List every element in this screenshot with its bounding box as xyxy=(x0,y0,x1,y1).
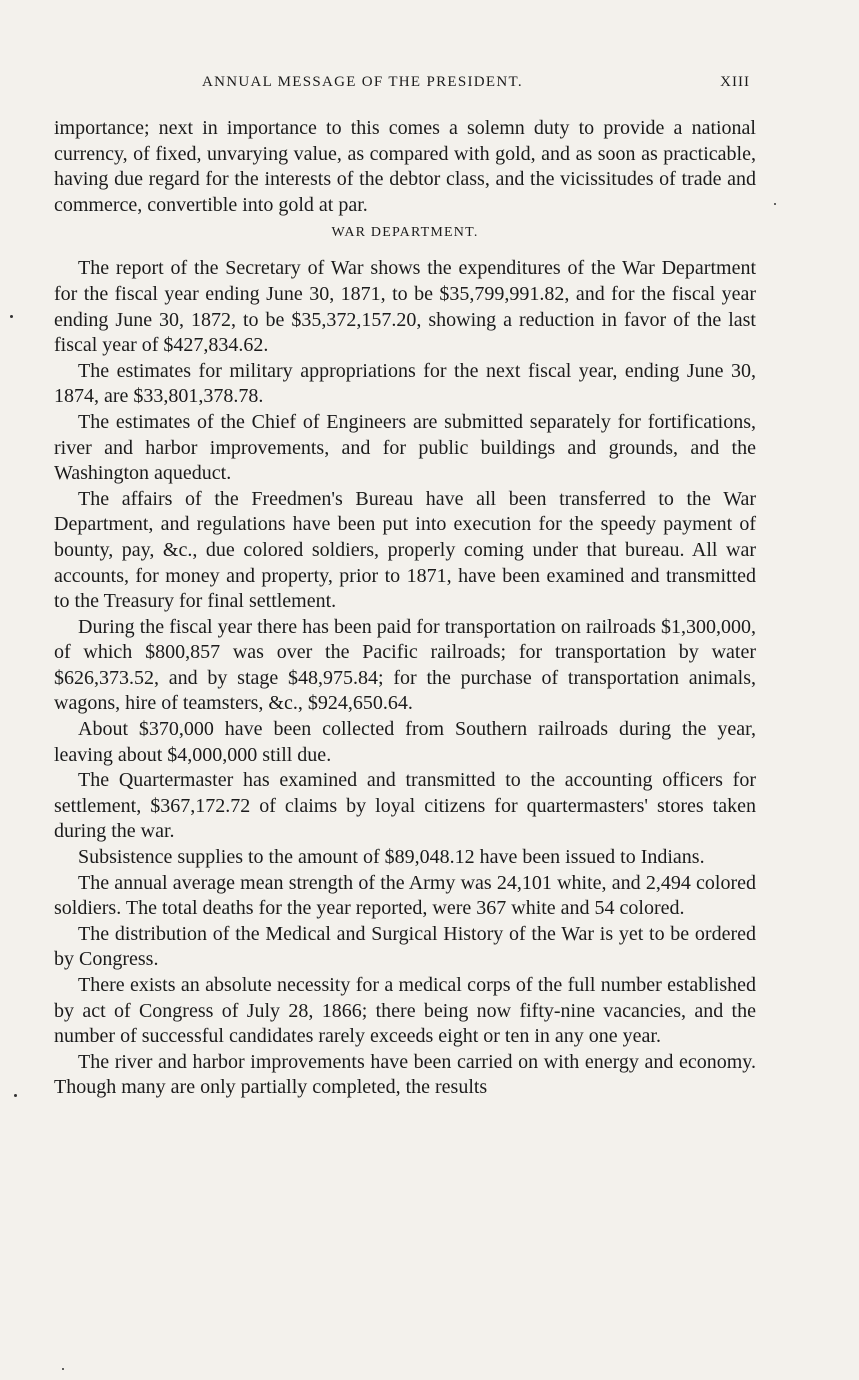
paragraph-1: The report of the Secretary of War shows the expenditures of the War Department for the fiscal year ending June 30, 1871, to be $35,799,991.82, and for the fiscal year ending June 30, 1872, to be $35,372,157.20, showing a reduction in favor of the last fiscal year of $427,834.62. xyxy=(54,257,756,357)
paragraph-10: The distribution of the Medical and Surgical History of the War is yet to be ordered by Congress. xyxy=(54,922,756,971)
running-title: ANNUAL MESSAGE OF THE PRESIDENT. xyxy=(202,74,523,90)
running-head xyxy=(56,74,756,98)
print-speck xyxy=(774,203,776,205)
print-speck xyxy=(10,315,13,318)
opening-paragraph: importance; next in importance to this comes a solemn duty to provide a national currency, of fixed, unvarying value, as compared with gold, and as soon as practicable, having due regard for the interests of the debtor class, and the vicissitudes of trade and commerce, convertible into gold at par. xyxy=(54,117,756,216)
paragraph-5: During the fiscal year there has been paid for transportation on railroads $1,300,000, of which $800,857 was over the Pacific railroads; for transportation by water $626,373.52, and by stage $48,975.84; for the purchase of transportation animals, wagons, hire of teamsters, &c., $924,650.64. xyxy=(54,615,756,715)
paragraph-4: The affairs of the Freedmen's Bureau have all been transferred to the War Department, and regulations have been put into execution for the speedy payment of bounty, pay, &c., due colored soldiers, properly coming under that bureau. All war accounts, for money and property, prior to 1871, have been examined and transmitted to the Treasury for final settlement. xyxy=(54,487,756,613)
paragraph-7: The Quartermaster has examined and transmitted to the accounting officers for settlement, $367,172.72 of claims by loyal citizens for quartermasters' stores taken during the war. xyxy=(54,769,756,843)
paragraph-12: The river and harbor improvements have been carried on with energy and economy. Though many are only partially completed, the results xyxy=(54,1050,756,1099)
page-number: XIII xyxy=(720,74,750,90)
print-speck xyxy=(14,1094,17,1097)
body-text xyxy=(54,116,756,1101)
paragraph-9: The annual average mean strength of the Army was 24,101 white, and 2,494 colored soldiers. The total deaths for the year reported, were 367 white and 54 colored. xyxy=(54,871,756,920)
paragraph-3: The estimates of the Chief of Engineers are submitted separately for fortifications, river and harbor improvements, and for public buildings and grounds, and the Washington aqueduct. xyxy=(54,410,756,485)
print-speck xyxy=(62,1368,64,1370)
paragraph-2: The estimates for military appropriations for the next fiscal year, ending June 30, 1874, are $33,801,378.78. xyxy=(54,359,756,408)
paragraph-8: Subsistence supplies to the amount of $89,048.12 have been issued to Indians. xyxy=(78,846,705,869)
paragraph-6: About $370,000 have been collected from Southern railroads during the year, leaving about $4,000,000 still due. xyxy=(54,718,756,766)
paragraph-11: There exists an absolute necessity for a medical corps of the full number established by act of Congress of July 28, 1866; there being now fifty-nine vacancies, and the number of successful candidates rarely exceeds eight or ten in any one year. xyxy=(54,974,756,1048)
section-heading: WAR DEPARTMENT. xyxy=(331,225,479,241)
